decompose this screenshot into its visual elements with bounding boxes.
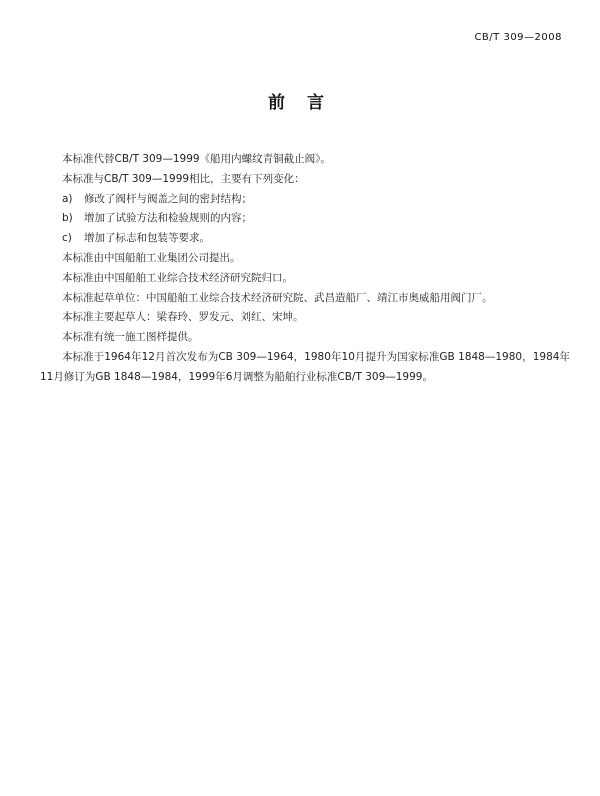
paragraph-proposed-by: 本标准由中国船舶工业集团公司提出。 bbox=[62, 251, 241, 264]
foreword-body bbox=[40, 150, 570, 388]
paragraph-replaces: 本标准代替CB/T 309—1999《船用内螺纹青铜截止阀》。 bbox=[62, 153, 331, 165]
change-item-text: 修改了阀杆与阀盖之间的密封结构； bbox=[84, 192, 252, 205]
standard-code: CB/T 309—2008 bbox=[474, 32, 562, 43]
change-item-label: a) bbox=[62, 192, 73, 205]
change-item-label: c) bbox=[62, 232, 72, 245]
change-item bbox=[40, 229, 570, 249]
change-item-text: 增加了试验方法和检验规则的内容； bbox=[84, 212, 252, 225]
change-item bbox=[40, 190, 570, 210]
change-item-text: 增加了标志和包装等要求。 bbox=[84, 232, 210, 245]
page-title: 前 言 bbox=[268, 93, 332, 113]
paragraph-history: 本标准于1964年12月首次发布为CB 309—1964，1980年10月提升为国家标准GB 1848—1980，1984年11月修订为GB 1848—1984，1999年6月调整为船舶行业标准CB/T 309—1999。 bbox=[40, 350, 570, 383]
paragraph-drawings: 本标准有统一施工图样提供。 bbox=[62, 331, 199, 344]
change-item bbox=[40, 209, 570, 229]
paragraph-changes-intro: 本标准与CB/T 309—1999相比，主要有下列变化： bbox=[62, 172, 305, 185]
paragraph-drafters: 本标准主要起草人：梁春玲、罗发元、刘红、宋坤。 bbox=[62, 311, 304, 324]
paragraph-drafting-units: 本标准起草单位：中国船舶工业综合技术经济研究院、武昌造船厂、靖江市奥威船用阀门厂。 bbox=[62, 291, 493, 304]
change-item-label: b) bbox=[62, 212, 73, 225]
paragraph-managed-by: 本标准由中国船舶工业综合技术经济研究院归口。 bbox=[62, 271, 293, 284]
